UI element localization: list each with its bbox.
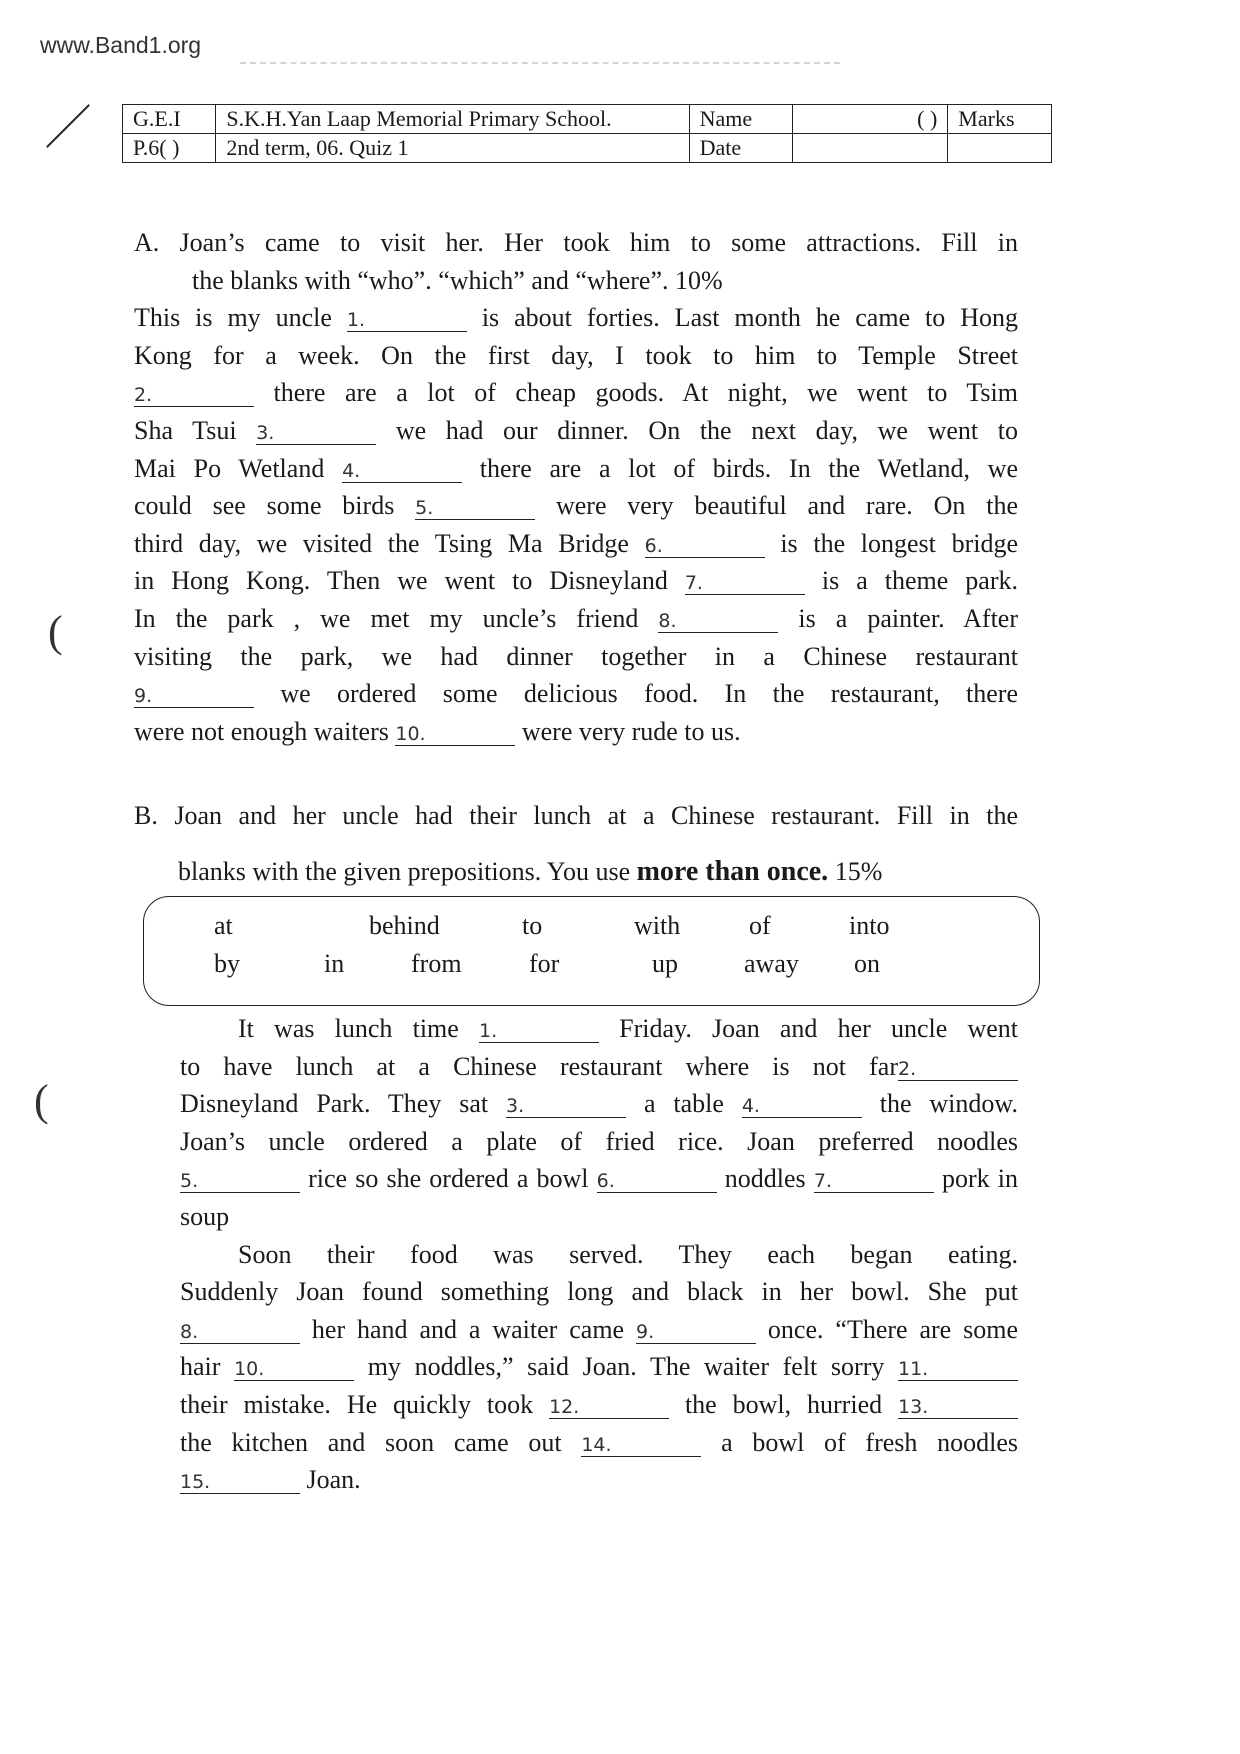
term-cell: 2nd term, 06. Quiz 1 (216, 134, 689, 163)
passage-text: Sha Tsui (134, 415, 257, 445)
section-b-passage (180, 1010, 1018, 1499)
answer-blank[interactable]: 1. (479, 1020, 599, 1043)
date-label: Date (689, 134, 793, 163)
passage-line (134, 562, 1018, 600)
passage-line (134, 337, 1018, 375)
name-field[interactable]: ( ) (793, 105, 948, 134)
section-a-instruction: A. Joan’s came to visit her. Her took him to some attractions. Fill in (134, 228, 1018, 257)
passage-line (180, 1160, 1018, 1198)
passage-text: Soon their food was served. They each began eating. (238, 1239, 1018, 1269)
passage-line (180, 1123, 1018, 1161)
watermark: www.Band1.org (40, 32, 202, 58)
word-bank-item: by (214, 949, 240, 978)
passage-line (134, 638, 1018, 676)
answer-blank[interactable]: 12. (549, 1396, 669, 1419)
passage-text: were not enough waiters (134, 716, 396, 746)
pen-mark (46, 104, 90, 148)
section-b-paragraph-2 (180, 1236, 1018, 1499)
passage-text: rice so she ordered a bowl (300, 1164, 597, 1194)
answer-blank[interactable]: 9. (636, 1321, 756, 1344)
answer-blank[interactable]: 9. (134, 685, 254, 708)
passage-text: the window. (861, 1089, 1018, 1119)
answer-blank[interactable]: 1. (347, 309, 467, 332)
answer-blank[interactable]: 6. (645, 535, 765, 558)
passage-text: in Hong Kong. Then we went to Disneyland (134, 566, 685, 596)
school-name: S.K.H.Yan Laap Memorial Primary School. (216, 105, 689, 134)
passage-line (180, 1386, 1018, 1424)
answer-blank[interactable]: 5. (180, 1170, 300, 1193)
marks-field[interactable] (948, 134, 1052, 163)
word-bank-row-1 (144, 911, 1039, 947)
answer-blank[interactable]: 6. (597, 1170, 717, 1193)
answer-blank[interactable]: 10. (234, 1358, 354, 1381)
passage-text: Joan. (300, 1465, 361, 1495)
word-bank-item: away (744, 949, 799, 978)
passage-text: Kong for a week. On the first day, I took to him to Temple Street (134, 340, 1018, 370)
passage-line (134, 412, 1018, 450)
passage-text: It was lunch time (238, 1014, 479, 1043)
answer-blank[interactable]: 14. (581, 1434, 701, 1457)
passage-line (134, 299, 1018, 337)
passage-text: we had our dinner. On the next day, we went to (376, 415, 1018, 445)
passage-text: a bowl of fresh noodles (701, 1427, 1018, 1457)
passage-text: a table (626, 1089, 742, 1119)
passage-text: we ordered some delicious food. In the restaurant, there (254, 679, 1018, 709)
passage-text: noddles (716, 1164, 814, 1194)
passage-text: is the longest bridge (764, 528, 1018, 558)
instruction-emphasis: more than once. (636, 855, 829, 887)
passage-line (180, 1273, 1018, 1311)
passage-text: the kitchen and soon came out (180, 1427, 582, 1457)
answer-blank[interactable]: 4. (342, 460, 462, 483)
answer-blank[interactable]: 5. (415, 497, 535, 520)
word-bank-item: up (652, 949, 678, 978)
answer-blank[interactable]: 11. (898, 1358, 1018, 1381)
passage-line (180, 1348, 1018, 1386)
word-bank-item: with (634, 911, 681, 940)
passage-line (180, 1236, 1018, 1274)
passage-line (180, 1198, 1018, 1236)
word-bank-row-2 (144, 949, 1039, 985)
passage-text: the bowl, hurried (669, 1389, 899, 1419)
word-bank-item: of (749, 911, 771, 940)
passage-text: third day, we visited the Tsing Ma Bridge (134, 528, 645, 558)
instruction-text: blanks with the given prepositions. You use (178, 856, 637, 886)
passage-text: Suddenly Joan found something long and black in her bowl. She put (180, 1277, 1018, 1307)
answer-blank[interactable]: 8. (180, 1321, 300, 1344)
passage-line (180, 1311, 1018, 1349)
class-number-cell: P.6( ) (123, 134, 216, 163)
passage-text: Joan’s uncle ordered a plate of fried rice. Joan preferred noodles (180, 1126, 1018, 1156)
passage-text: is a theme park. (804, 566, 1019, 596)
passage-text: their mistake. He quickly took (180, 1389, 550, 1419)
answer-blank[interactable]: 8. (658, 610, 778, 633)
passage-line (134, 675, 1018, 713)
word-bank-item: at (214, 911, 233, 940)
word-bank-item: into (849, 911, 890, 940)
passage-line (134, 713, 1018, 751)
section-a-instruction-2: the blanks with “who”. “which” and “where”. 10% (192, 265, 723, 295)
answer-blank[interactable]: 10. (395, 723, 515, 746)
answer-blank[interactable]: 13. (898, 1396, 1018, 1419)
passage-text: Friday. Joan and her uncle went (599, 1014, 1018, 1043)
word-bank-item: from (411, 949, 462, 978)
answer-blank[interactable]: 3. (256, 422, 376, 445)
passage-line (180, 1424, 1018, 1462)
passage-line (180, 1461, 1018, 1499)
answer-blank[interactable]: 2. (134, 384, 254, 407)
answer-blank[interactable]: 3. (506, 1095, 626, 1118)
passage-text: were very rude to us. (515, 716, 741, 746)
section-a (134, 224, 1018, 750)
passage-text: were very beautiful and rare. On the (535, 491, 1018, 521)
passage-line (134, 600, 1018, 638)
answer-blank[interactable]: 15. (180, 1471, 300, 1494)
class-cell: G.E.I (123, 105, 216, 134)
passage-line (180, 1048, 1018, 1086)
passage-text: is a painter. After (778, 603, 1018, 633)
word-bank-item: for (529, 949, 560, 978)
passage-line (134, 450, 1018, 488)
passage-text: her hand and a waiter came (300, 1314, 636, 1344)
scan-noise (240, 38, 840, 64)
section-a-passage (134, 299, 1018, 750)
passage-text: to have lunch at a Chinese restaurant where is not far (180, 1051, 898, 1081)
margin-mark: ( (48, 607, 63, 656)
passage-text: soup (180, 1201, 230, 1231)
word-bank-item: in (324, 949, 345, 978)
word-bank (143, 896, 1040, 1006)
word-bank-item: to (522, 911, 543, 940)
passage-line (134, 374, 1018, 412)
passage-text: In the park , we met my uncle’s friend (134, 603, 659, 633)
answer-blank[interactable]: 2. (898, 1058, 1018, 1081)
passage-text: my noddles,” said Joan. The waiter felt sorry (354, 1352, 898, 1382)
date-field[interactable] (793, 134, 948, 163)
passage-text: there are a lot of cheap goods. At night, we went to Tsim (254, 378, 1018, 408)
passage-text: Mai Po Wetland (134, 453, 343, 483)
margin-mark: ( (34, 1076, 49, 1125)
passage-line (180, 1010, 1018, 1048)
passage-text: Disneyland Park. They sat (180, 1089, 507, 1119)
marks-label: Marks (948, 105, 1052, 134)
name-label: Name (689, 105, 793, 134)
passage-text: This is my uncle (134, 303, 347, 333)
answer-blank[interactable]: 7. (814, 1170, 934, 1193)
instruction-percent: 15% (828, 856, 883, 886)
passage-line (134, 525, 1018, 563)
header-table (122, 104, 1052, 163)
passage-text: once. “There are some (756, 1314, 1018, 1344)
passage-text: is about forties. Last month he came to Hong (466, 303, 1018, 333)
word-bank-item: on (854, 949, 880, 978)
word-bank-item: behind (369, 911, 440, 940)
section-b-paragraph-1 (180, 1010, 1018, 1236)
passage-line (180, 1085, 1018, 1123)
section-b-instruction: B. Joan and her uncle had their lunch at a Chinese restaurant. Fill in the (134, 801, 1018, 830)
passage-text: visiting the park, we had dinner together in a Chinese restaurant (134, 641, 1018, 671)
answer-blank[interactable]: 7. (685, 572, 805, 595)
passage-line (134, 487, 1018, 525)
passage-text: could see some birds (134, 491, 416, 521)
section-b (134, 797, 1018, 890)
passage-text: pork in (933, 1164, 1018, 1194)
section-b-instruction-2 (134, 853, 1018, 891)
passage-text: hair (180, 1352, 235, 1382)
passage-text: there are a lot of birds. In the Wetland, we (462, 453, 1018, 483)
answer-blank[interactable]: 4. (742, 1095, 862, 1118)
